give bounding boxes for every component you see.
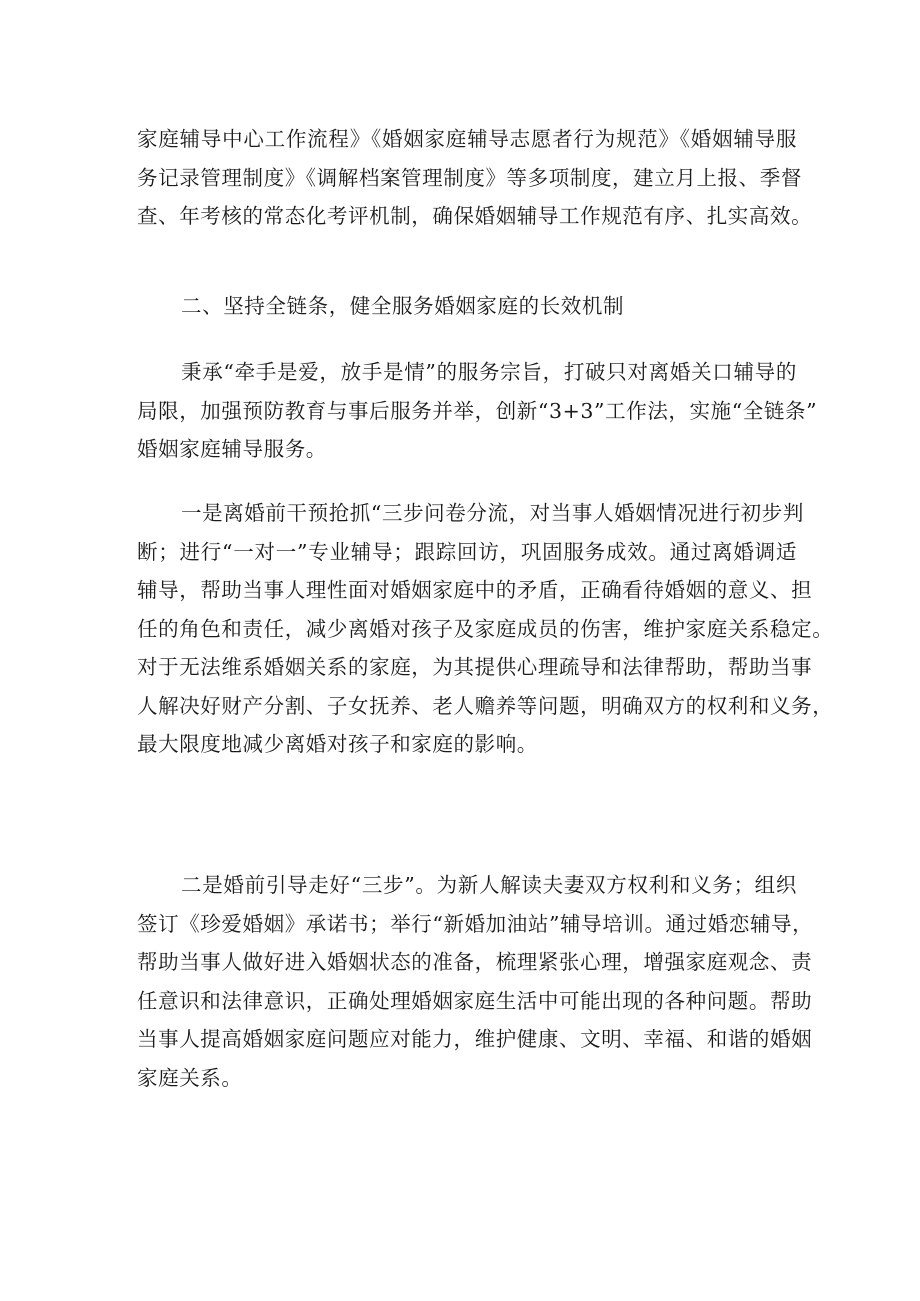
text-line: 二是婚前引导走好“三步”。为新人解读夫妻双方权利和义务；组织 — [181, 873, 797, 897]
text-line: 对于无法维系婚姻关系的家庭，为其提供心理疏导和法律帮助，帮助当事 — [137, 655, 813, 679]
text-line: 家庭关系。 — [137, 1065, 243, 1090]
text-line: 局限，加强预防教育与事后服务并举，创新“3+3”工作法，实施“全链条” — [137, 398, 818, 423]
text-line: 秉承“牵手是爱，放手是情”的服务宗旨，打破只对离婚关口辅导的 — [181, 360, 797, 384]
text-line: 家庭辅导中心工作流程》《婚姻家庭辅导志愿者行为规范》《婚姻辅导服 — [137, 127, 797, 151]
text-line: 断；进行“一对一”专业辅导；跟踪回访，巩固服务成效。通过离婚调适 — [137, 539, 797, 564]
text-line: 任的角色和责任，减少离婚对孩子及家庭成员的伤害，维护家庭关系稳定。 — [137, 616, 834, 641]
text-line: 任意识和法律意识，正确处理婚姻家庭生活中可能出现的各种问题。帮助 — [137, 988, 813, 1013]
text-line: 最大限度地减少离婚对孩子和家庭的影响。 — [137, 732, 538, 756]
heading-text: 二、坚持全链条，健全服务婚姻家庭的长效机制 — [181, 294, 625, 318]
paragraph-pre-divorce-intervention — [137, 494, 834, 764]
text-line: 查、年考核的常态化考评机制，确保婚姻辅导工作规范有序、扎实高效。 — [137, 204, 813, 228]
paragraph-service-purpose — [137, 353, 818, 469]
text-line: 人解决好财产分割、子女抚养、老人赡养等问题，明确双方的权利和义务， — [137, 693, 834, 718]
text-line: 辅导，帮助当事人理性面对婚姻家庭中的矛盾，正确看待婚姻的意义、担 — [137, 578, 813, 602]
text-line: 婚姻家庭辅导服务。 — [137, 437, 327, 461]
text-line: 一是离婚前干预抢抓“三步问卷分流，对当事人婚姻情况进行初步判 — [181, 501, 804, 525]
text-line: 签订《珍爱婚姻》承诺书；举行“新婚加油站”辅导培训。通过婚恋辅导， — [137, 911, 814, 936]
section-heading — [137, 287, 797, 326]
text-line: 当事人提高婚姻家庭问题应对能力，维护健康、文明、幸福、和谐的婚姻 — [137, 1027, 813, 1051]
text-line: 帮助当事人做好进入婚姻状态的准备，梳理紧张心理，增强家庭观念、责 — [137, 950, 813, 974]
paragraph-institutional-rules — [137, 120, 813, 236]
text-line: 务记录管理制度》《调解档案管理制度》等多项制度，建立月上报、季督 — [137, 165, 802, 190]
paragraph-premarital-guidance — [137, 866, 814, 1097]
